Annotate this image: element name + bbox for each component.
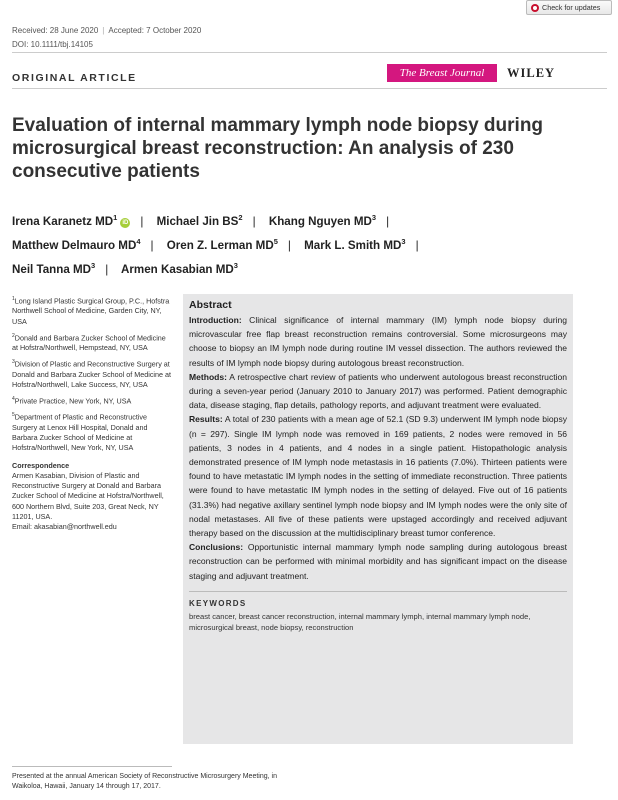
- keywords-heading: KEYWORDS: [189, 598, 247, 608]
- article-title: Evaluation of internal mammary lymph node biopsy during microsurgical breast reconstruction: An analysis of 230 consecutive patients: [12, 115, 544, 182]
- author[interactable]: Michael Jin $BS^2$: [156, 213, 243, 228]
- accepted-date: Accepted: 7 October 2020: [108, 26, 202, 35]
- affiliation: $^4$Private Practice, New York, NY, USA: [12, 395, 132, 406]
- doi: DOI: 10.1111/tbj.14105: [12, 40, 93, 49]
- journal-logo: [387, 64, 497, 82]
- abstract-results: Results: A total of 230 patients with a mean age of 52.1 (SD 9.3) underwent IM lymph node biopsy (n = 297). Single IM lymph node was removed in 169 patients, 2 nodes were removed in 56 patients, 3 nodes in 4 patients, and 4 nodes in a single patient. Histopathologic analysis demonstrated presence of IM lymph node metastasis in 16 patients (7.0%). Thirteen patients were found to have metastatic IM lymph nodes in the setting of immediate reconstruction. Three patients were found to have metastatic IM lymph nodes in the setting of delayed. Five out of 16 patients (31.3%) had negative axillary sentinel lymph node biopsy and IM lymph nodes were the only site of nodal metastases. All five of these patients were upstaged accordingly and received adjuvant therapy based on the discussion at the multidisciplinary breast tumor conference.: [189, 414, 567, 539]
- crossmark-icon: [531, 4, 539, 12]
- abstract-box: [183, 294, 573, 744]
- affiliation: $^5$Department of Plastic and Reconstructive Surgery at Lenox Hill Hospital, Donald and Barbara Zucker School of Medicine at Hofstra/Northwell, New York, NY, USA: [12, 412, 148, 453]
- divider: [12, 766, 172, 767]
- author[interactable]: Armen Kasabian $MD^3$: [121, 260, 238, 276]
- article-dates: Received: 28 June 2020 | Accepted: 7 October 2020: [12, 26, 202, 35]
- abstract-introduction: Introduction: Clinical significance of internal mammary (IM) lymph node biopsy during microvascular free flap breast reconstruction remains controversial. Some microsurgeons may choose to biopsy an IM lymph node during routine IM vessel dissection. The authors reviewed the results of IM lymph node biopsy during autologous breast reconstruction.: [189, 315, 567, 368]
- author-list: Irena Karanetz $MD^1iD$ | Michael Jin $BS^2$ | Khang Nguyen $MD^3$ | Matthew Delmauro $MD^4$ | Oren Z. Lerman $MD^5$ | Mark L. Smith $MD^3$ | Neil Tanna $MD^3$ | Armen Kasabian $MD^3$: [12, 213, 419, 276]
- author[interactable]: Irena Karanetz $MD^1iD$: [12, 213, 129, 228]
- check-for-updates-label: Check for updates: [542, 3, 601, 12]
- author[interactable]: Neil Tanna $MD^3$: [12, 260, 96, 276]
- author[interactable]: Khang Nguyen $MD^3$: [268, 213, 377, 228]
- publisher-logo: WILEY: [507, 66, 556, 80]
- author[interactable]: Oren Z. Lerman $MD^5$: [166, 236, 278, 252]
- article-type: ORIGINAL ARTICLE: [12, 72, 137, 84]
- journal-name: The Breast Journal: [399, 67, 485, 79]
- check-for-updates-button[interactable]: [526, 0, 612, 15]
- affiliation: $^2$Donald and Barbara Zucker School of Medicine at Hofstra/Northwell, Hempstead, NY, USA: [12, 332, 166, 353]
- orcid-icon[interactable]: iD: [122, 219, 129, 226]
- affiliation: $^1$Long Island Plastic Surgical Group, P.C., Hofstra Northwell School of Medicine, Garden City, NY, USA: [12, 296, 170, 326]
- divider: [12, 88, 607, 89]
- footnote: Presented at the annual American Society of Reconstructive Microsurgery Meeting, in Waikoloa, Hawaii, January 14 through 17, 2017.: [12, 773, 277, 790]
- correspondence-email[interactable]: Email: akasabian@northwell.edu: [12, 521, 117, 531]
- divider: [189, 591, 567, 592]
- affiliations: [12, 294, 172, 532]
- keywords-list: breast cancer, breast cancer reconstruction, internal mammary lymph, internal mammary lymph node, microsurgical breast, node biopsy, reconstruction: [189, 611, 531, 632]
- abstract-methods: Methods: A retrospective chart review of patients who underwent autologous breast reconstruction during a seven-year period (January 2010 to January 2017) was performed. Patient demographic data, disease staging, flap details, pathology reports, and adjuvant treatment were evaluated.: [189, 371, 567, 411]
- abstract-heading: Abstract: [189, 299, 232, 311]
- correspondence-heading: Correspondence: [12, 461, 70, 471]
- abstract-conclusions: Conclusions: Opportunistic internal mammary lymph node sampling during autologous breast reconstruction can be performed with minimal morbidity and has significant impact on the disease staging and adjuvant treatment.: [189, 542, 567, 581]
- author[interactable]: Matthew Delmauro $MD^4$: [12, 236, 141, 252]
- divider: [12, 52, 607, 53]
- affiliation: $^3$Division of Plastic and Reconstructive Surgery at Donald and Barbara Zucker School of Medicine at Hofstra/Northwell, Lake Success, NY, USA: [12, 359, 172, 389]
- author[interactable]: Mark L. Smith $MD^3$: [304, 236, 406, 252]
- received-date: Received: 28 June 2020: [12, 26, 99, 35]
- correspondence-text: Armen Kasabian, Division of Plastic and Reconstructive Surgery at Donald and Barbara Zucker School of Medicine at Hofstra/Northwell, 600 Northern Blvd, Suite 203, Great Neck, NY 11201, USA. Email: akasabian@northwell.edu: [12, 471, 164, 531]
